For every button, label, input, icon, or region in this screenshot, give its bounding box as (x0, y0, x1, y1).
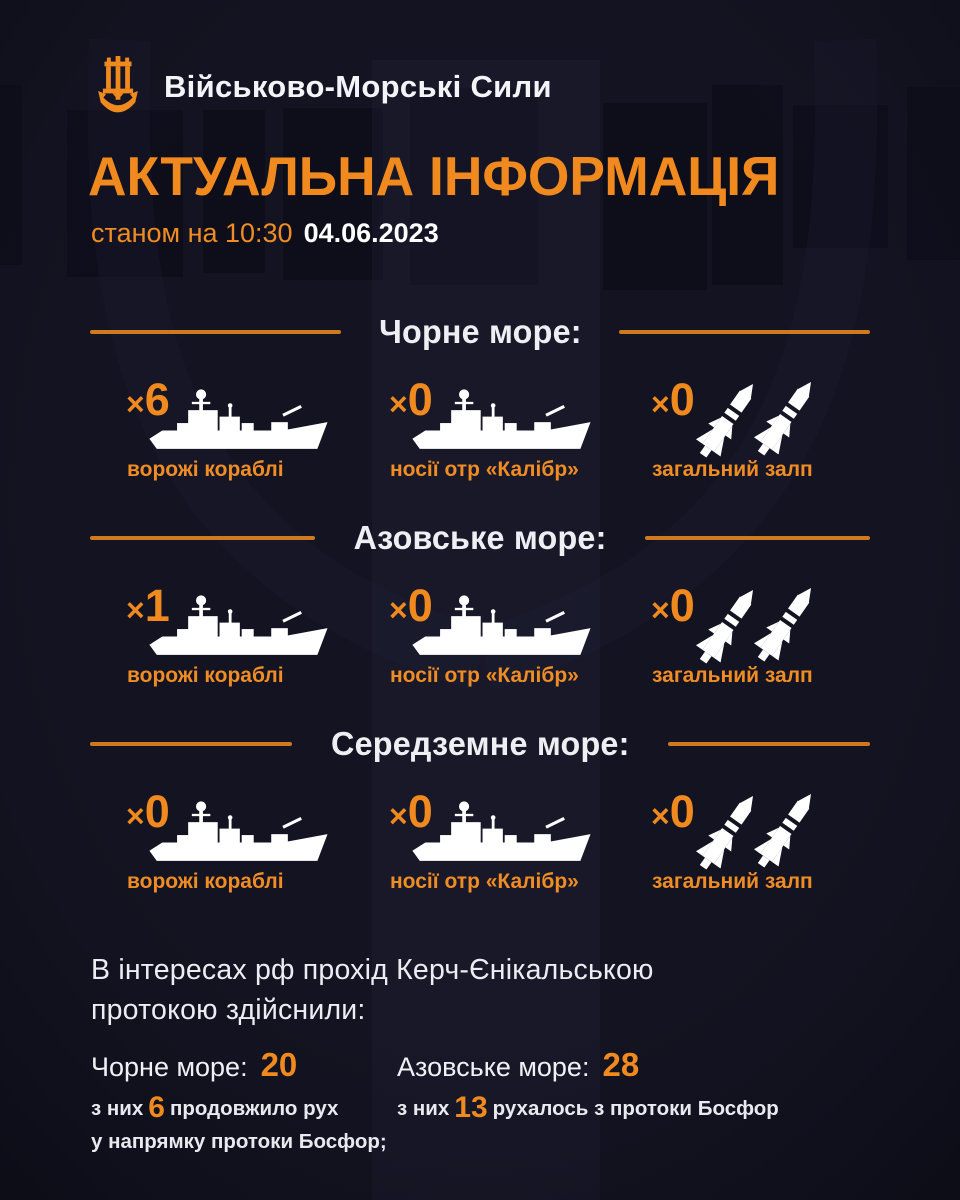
detail-value: 13 (454, 1091, 488, 1124)
header (92, 56, 552, 118)
page-title: АКТУАЛЬНА ІНФОРМАЦІЯ (88, 145, 780, 207)
missiles-icon (695, 786, 867, 872)
missiles-icon (695, 580, 867, 666)
multiplier: × (126, 592, 145, 628)
stats-row-mediterranean-sea (90, 788, 880, 896)
stat-enemy-ships (90, 788, 353, 896)
stat-label: ворожі кораблі (127, 458, 284, 481)
stat-enemy-ships (90, 582, 353, 690)
passage-black-sea (91, 1046, 397, 1157)
section-header-azov-sea (90, 516, 870, 560)
divider-line (90, 330, 341, 334)
divider-line (645, 536, 870, 540)
strait-passage-stats (91, 1046, 779, 1157)
kerch-strait-intro (91, 950, 654, 1030)
stats-row-azov-sea (90, 582, 880, 690)
multiplier: × (651, 798, 670, 834)
stat-kalibr-carriers (353, 376, 615, 484)
stat-value: 0 (669, 374, 695, 425)
stat-label: носії отр «Калібр» (390, 458, 579, 481)
warship-icon (142, 594, 334, 666)
stat-value: 0 (407, 786, 433, 837)
stat-value: 0 (669, 580, 695, 631)
org-name: Військово-Морські Сили (164, 69, 552, 104)
divider-line (90, 742, 292, 746)
multiplier: × (126, 798, 145, 834)
stat-label: ворожі кораблі (127, 664, 284, 687)
divider-line (668, 742, 870, 746)
stat-label: загальний залп (652, 664, 813, 687)
as-of-line (91, 218, 439, 249)
intro-line-2: протокою здійснили: (91, 994, 366, 1026)
intro-line-1: В інтересах рф прохід Керч-Єнікальською (91, 954, 654, 986)
sea-name: Чорне море: (378, 313, 582, 350)
section-header-black-sea (90, 310, 870, 354)
warship-icon (405, 594, 597, 666)
stat-label: носії отр «Калібр» (390, 664, 579, 687)
stat-label: ворожі кораблі (127, 870, 284, 893)
stat-value: 6 (144, 374, 170, 425)
warship-icon (405, 800, 597, 872)
stat-value: 0 (669, 786, 695, 837)
stat-label: носії отр «Калібр» (390, 870, 579, 893)
warship-icon (142, 800, 334, 872)
section-header-mediterranean-sea (90, 722, 870, 766)
stats-row-black-sea (90, 376, 880, 484)
sea-name: Азовське море: (353, 519, 607, 556)
missiles-icon (695, 374, 867, 460)
stat-value: 0 (407, 374, 433, 425)
stat-kalibr-carriers (353, 582, 615, 690)
passage-total: 28 (602, 1046, 640, 1083)
sea-name: Середземне море: (330, 725, 630, 762)
multiplier: × (651, 592, 670, 628)
detail-prefix: з них (91, 1097, 144, 1120)
sea-label: Чорне море: (91, 1052, 248, 1082)
detail-line-2: у напрямку протоки Босфор; (91, 1130, 387, 1153)
as-of-time: станом на 10:30 (91, 218, 293, 248)
stat-value: 1 (144, 580, 170, 631)
multiplier: × (389, 592, 408, 628)
report-date: 04.06.2023 (303, 218, 439, 248)
detail-prefix: з них (397, 1097, 450, 1120)
detail-suffix: продовжило рух (169, 1097, 339, 1120)
stat-value: 0 (144, 786, 170, 837)
passage-azov-sea (397, 1046, 779, 1157)
multiplier: × (389, 798, 408, 834)
stat-total-salvo (615, 788, 880, 896)
stat-label: загальний залп (652, 870, 813, 893)
warship-icon (405, 388, 597, 460)
multiplier: × (126, 386, 145, 422)
stat-value: 0 (407, 580, 433, 631)
stat-total-salvo (615, 376, 880, 484)
passage-total: 20 (260, 1046, 298, 1083)
detail-suffix: рухалось з протоки Босфор (492, 1097, 779, 1120)
warship-icon (142, 388, 334, 460)
multiplier: × (651, 386, 670, 422)
multiplier: × (389, 386, 408, 422)
detail-value: 6 (148, 1091, 165, 1124)
sea-label: Азовське море: (397, 1052, 590, 1082)
navy-emblem-icon (92, 56, 144, 118)
stat-kalibr-carriers (353, 788, 615, 896)
divider-line (90, 536, 315, 540)
divider-line (619, 330, 870, 334)
stat-total-salvo (615, 582, 880, 690)
stat-label: загальний залп (652, 458, 813, 481)
stat-enemy-ships (90, 376, 353, 484)
